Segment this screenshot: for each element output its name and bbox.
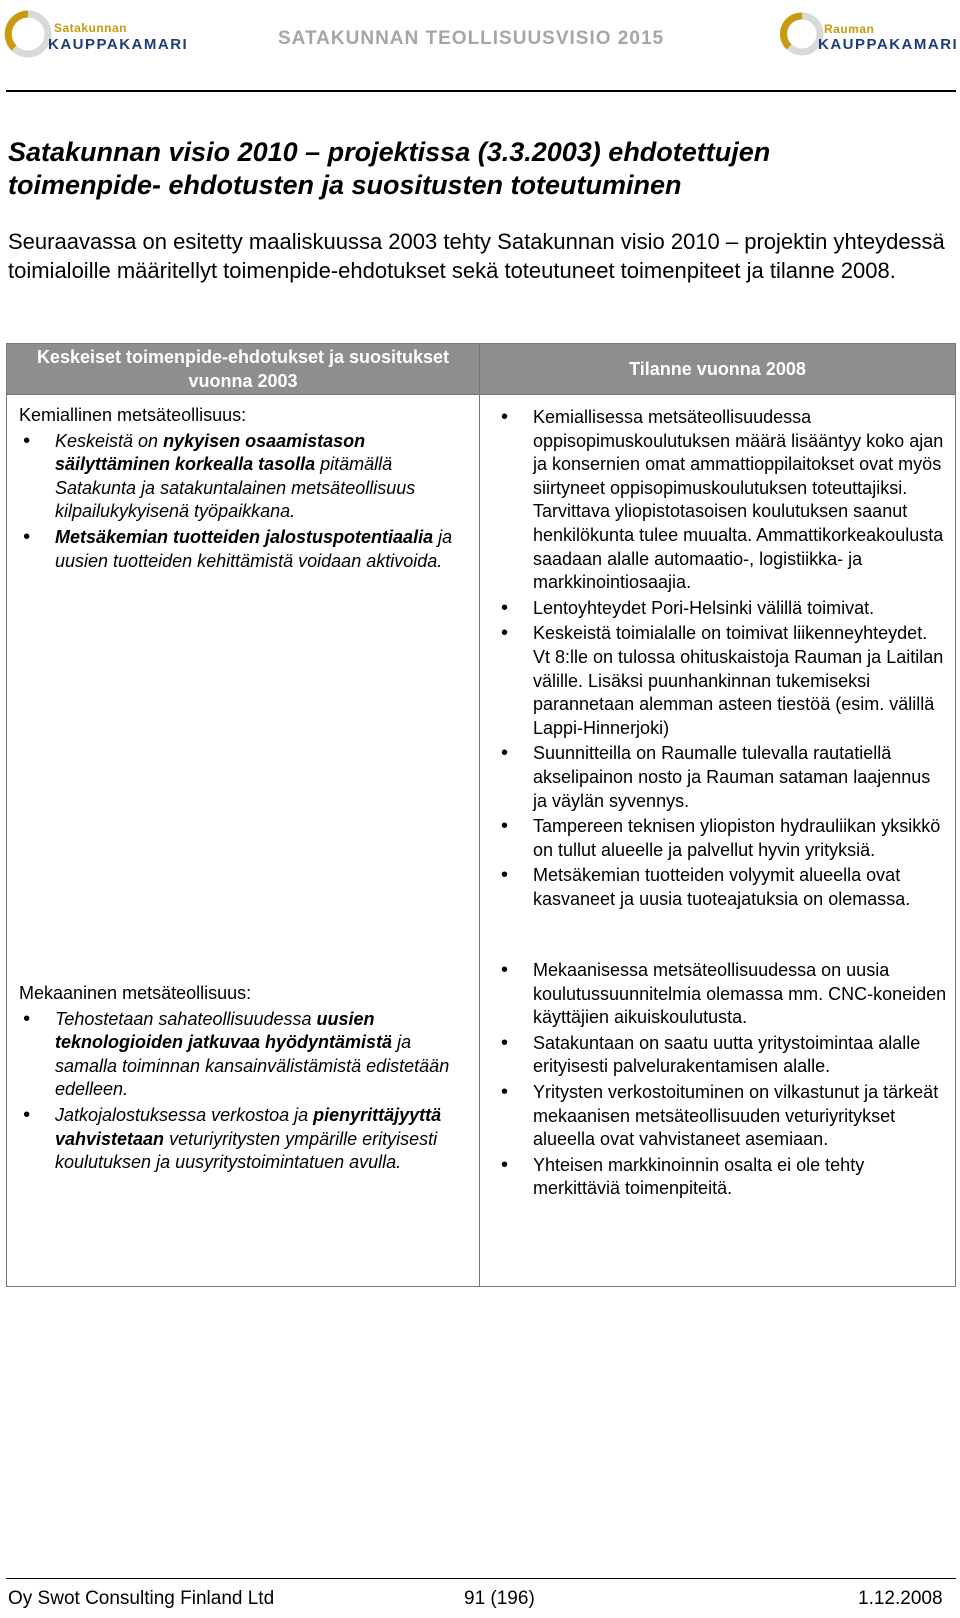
logo-left-line1: Satakunnan — [54, 21, 128, 35]
proposal-item: • Metsäkemian tuotteiden jalostuspotentiaalia ja uusien tuotteiden kehittämistä voidaan aktivoida. — [19, 526, 469, 573]
logo-left-line2: KAUPPAKAMARI — [48, 36, 189, 53]
proposal-item: • Jatkojalostuksessa verkostoa ja pienyrittäjyyttä vahvistetaan veturiyritysten ympärille erityisesti koulutuksen ja uusyritystoimintatuen avulla. — [19, 1104, 469, 1175]
status-item: • Keskeistä toimialalle on toimivat liikenneyhteydet. Vt 8:lle on tulossa ohituskaistoja Rauman ja Laitilan välille. Lisäksi puunhankinnan tukemiseksi parannetaan alemman asteen tiestöä (esim. välillä Lappi-Hinnerjoki) — [497, 622, 947, 740]
logo-right-line1: Rauman — [824, 22, 875, 36]
status-item: • Tampereen teknisen yliopiston hydrauliikan yksikkö on tullut alueelle ja palvellut hyvin yrityksiä. — [497, 815, 947, 862]
header-title: SATAKUNNAN TEOLLISUUSVISIO 2015 — [278, 28, 665, 49]
status-item: • Yhteisen markkinoinnin osalta ei ole tehty merkittäviä toimenpiteitä. — [497, 1154, 947, 1201]
footer-divider — [6, 1578, 956, 1579]
measures-table — [6, 343, 956, 1287]
logo-ring-icon — [4, 6, 52, 62]
proposals-cell-chemical — [19, 404, 469, 575]
proposals-cell-mechanical — [19, 982, 469, 1177]
col-header-status-2008: Tilanne vuonna 2008 — [629, 359, 806, 379]
proposal-item: • Tehostetaan sahateollisuudessa uusien teknologioiden jatkuvaa hyödyntämistä ja samalla toiminnan kansainvälistämistä edistetään edelleen. — [19, 1008, 469, 1102]
status-list — [497, 959, 947, 1201]
col-header-proposals: Keskeiset toimenpide-ehdotukset ja suositukset vuonna 2003 — [36, 347, 450, 391]
header-divider — [6, 90, 956, 92]
status-list — [497, 406, 947, 911]
status-cell-mechanical — [497, 959, 947, 1203]
table-header-row — [7, 344, 955, 395]
status-item: • Kemiallisessa metsäteollisuudessa oppisopimuskoulutuksen määrä lisääntyy koko ajan ja konsernien omat ammattioppilaitokset ovat myös siirtyneet oppisopimuskoulutuksen toteuttajiksi. Tarvittava yliopistotasoisen koulutuksen saanut henkilökunta tulee muualta. Ammattikorkeakoulusta saadaan alalle automaatio-, logistiikka- ja markkinointiosaajia. — [497, 406, 947, 595]
category-label: Kemiallinen metsäteollisuus: — [19, 405, 247, 425]
logo-right-line2: KAUPPAKAMARI — [818, 36, 959, 53]
status-item: • Satakuntaan on saatu uutta yritystoimintaa alalle erityisesti palvelurakentamisen alalle. — [497, 1032, 947, 1079]
footer-page-number: 91 (196) — [464, 1588, 535, 1609]
status-item: • Mekaanisessa metsäteollisuudessa on uusia koulutussuunnitelmia olemassa mm. CNC-koneiden käyttäjien aikuiskoulutusta. — [497, 959, 947, 1030]
status-item: • Lentoyhteydet Pori-Helsinki välillä toimivat. — [497, 597, 947, 621]
satakunnan-kauppakamari-logo — [4, 6, 204, 62]
page-header — [0, 0, 960, 95]
column-divider — [479, 344, 480, 1286]
rauman-kauppakamari-logo — [780, 6, 959, 62]
proposal-item: • Keskeistä on nykyisen osaamistason säilyttäminen korkealla tasolla pitämällä Satakunta ja satakuntalainen metsäteollisuus kilpailukykyisenä työpaikkana. — [19, 430, 469, 524]
status-item: • Metsäkemian tuotteiden volyymit alueella ovat kasvaneet ja uusia tuoteajatuksia on olemassa. — [497, 864, 947, 911]
proposal-list — [19, 430, 469, 574]
section-heading: Satakunnan visio 2010 – projektissa (3.3.2003) ehdotettujen toimenpide- ehdotusten ja suositusten toteutuminen — [8, 137, 771, 200]
status-item: • Suunnitteilla on Raumalle tulevalla rautatiellä akselipainon nosto ja Rauman sataman laajennus ja väylän syvennys. — [497, 742, 947, 813]
intro-paragraph: Seuraavassa on esitetty maaliskuussa 2003 tehty Satakunnan visio 2010 – projektin yhteydessä toimialoille määritellyt toimenpide-ehdotukset sekä toteutuneet toimenpiteet ja tilanne 2008. — [8, 229, 945, 283]
status-cell-chemical — [497, 406, 947, 913]
footer-date: 1.12.2008 — [858, 1588, 943, 1609]
footer-company: Oy Swot Consulting Finland Ltd — [8, 1588, 275, 1609]
category-label: Mekaaninen metsäteollisuus: — [19, 983, 252, 1003]
proposal-list — [19, 1008, 469, 1175]
status-item: • Yritysten verkostoituminen on vilkastunut ja tärkeät mekaanisen metsäteollisuuden veturiyritykset alueella ovat vahvistaneet asemiaan. — [497, 1081, 947, 1152]
logo-ring-icon — [780, 6, 824, 62]
